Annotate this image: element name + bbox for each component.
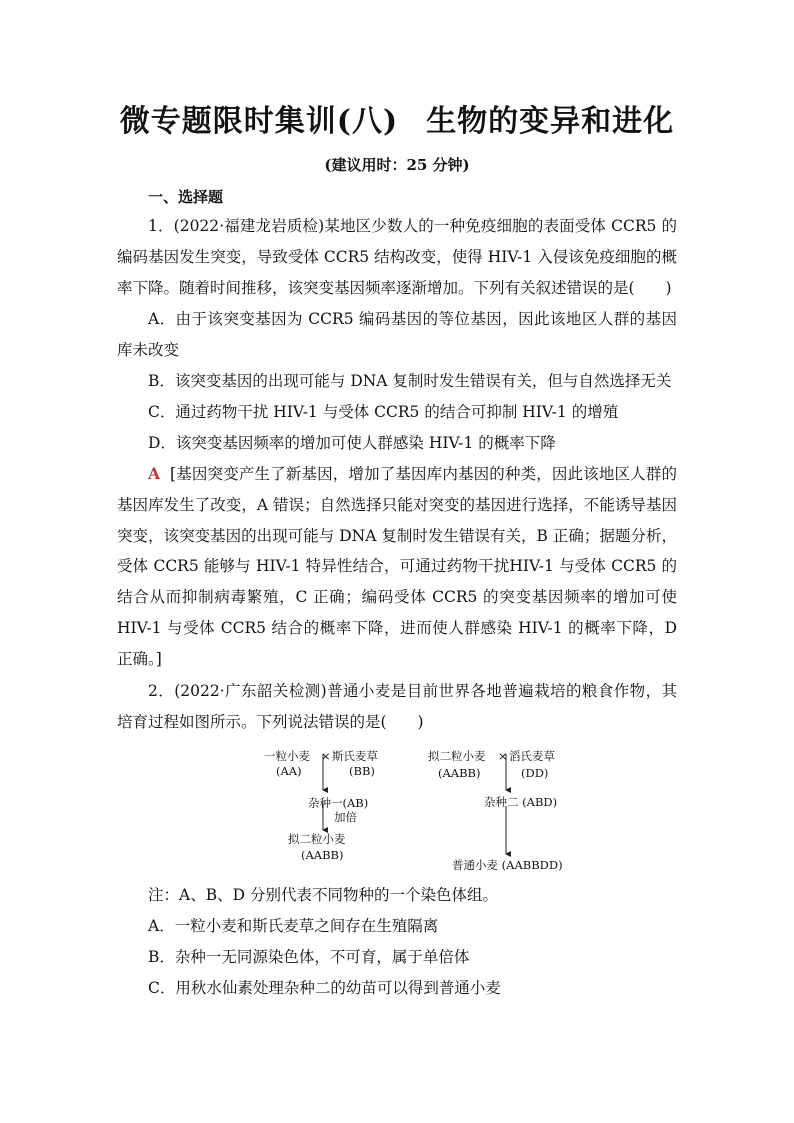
- q1-option-a: A．由于该突变基因为 CCR5 编码基因的等位基因，因此该地区人群的基因库未改变: [117, 310, 677, 359]
- left-parent2: 斯氏麦草: [332, 749, 378, 763]
- q1-answer-block: [117, 459, 677, 675]
- section-heading: 一、选择题: [148, 188, 224, 206]
- q2-option-b: B．杂种一无同源染色体，不可育，属于单倍体: [148, 948, 470, 966]
- q1-answer-letter: A: [148, 464, 161, 483]
- left-cross-sign: ×: [321, 749, 331, 763]
- q2-note: 注：A、B、D 分别代表不同物种的一个染色体组。: [148, 886, 498, 904]
- q2-option-c: C．用秋水仙素处理杂种二的幼苗可以得到普通小麦: [148, 979, 501, 997]
- suggested-time: (建议用时：25 分钟): [324, 156, 470, 174]
- right-hybrid: 杂种二 (ABD): [484, 795, 558, 809]
- breeding-diagram: [250, 740, 590, 880]
- q1-option-b: B．该突变基因的出现可能与 DNA 复制时发生错误有关，但与自然选择无关: [148, 372, 672, 390]
- left-product: 拟二粒小麦: [288, 832, 346, 846]
- title-main: 微专题限时集训(八): [119, 104, 399, 139]
- left-product-genome: (AABB): [301, 848, 344, 862]
- q2-option-a: A．一粒小麦和斯氏麦草之间存在生殖隔离: [148, 917, 439, 935]
- right-parent2: 滔氏麦草: [509, 749, 555, 763]
- left-doubling-label: 加倍: [334, 810, 357, 824]
- right-parent1: 拟二粒小麦: [428, 749, 486, 763]
- right-product: 普通小麦 (AABBDD): [452, 858, 563, 872]
- right-parent2-genome: (DD): [521, 766, 549, 780]
- title-sub: 生物的变异和进化: [426, 104, 675, 139]
- q1-stem: 1．(2022·福建龙岩质检)某地区少数人的一种免疫细胞的表面受体 CCR5 的编码基因发生突变，导致受体 CCR5 结构改变，使得 HIV-1 入侵该免疫细胞的概率下降。随着时间推移，该突变基因频率逐渐增加。下列有关叙述错误的是( ): [117, 217, 677, 297]
- right-parent1-genome: (AABB): [438, 766, 481, 780]
- q2-stem: 2．(2022·广东韶关检测)普通小麦是目前世界各地普遍栽培的粮食作物，其培育过程如图所示。下列说法错误的是( ): [117, 682, 677, 731]
- left-parent1-genome: (AA): [276, 764, 302, 778]
- q1-option-c: C．通过药物干扰 HIV-1 与受体 CCR5 的结合可抑制 HIV-1 的增殖: [148, 403, 619, 421]
- left-parent2-genome: (BB): [349, 764, 375, 778]
- right-cross-sign: ×: [498, 749, 508, 763]
- page-title: [0, 96, 794, 140]
- left-hybrid: 杂种一(AB): [308, 796, 369, 810]
- left-parent1: 一粒小麦: [264, 749, 310, 763]
- q1-explanation: [基因突变产生了新基因，增加了基因库内基因的种类，因此该地区人群的基因库发生了改变，A 错误；自然选择只能对突变的基因进行选择，不能诱导基因突变，该突变基因的出现可能与 DNA 复制时发生错误有关，B 正确；据题分析，受体 CCR5 能够与 HIV-1 特异性结合，可通过药物干扰HIV-1 与受体 CCR5 的结合从而抑制病毒繁殖，C 正确；编码受体 CCR5 的突变基因频率的增加可使 HIV-1 与受体 CCR5 结合的概率下降，进而使人群感染 HIV-1 的概率下降，D 正确。]: [117, 465, 677, 668]
- q1-option-d: D．该突变基因频率的增加可使人群感染 HIV-1 的概率下降: [148, 434, 556, 452]
